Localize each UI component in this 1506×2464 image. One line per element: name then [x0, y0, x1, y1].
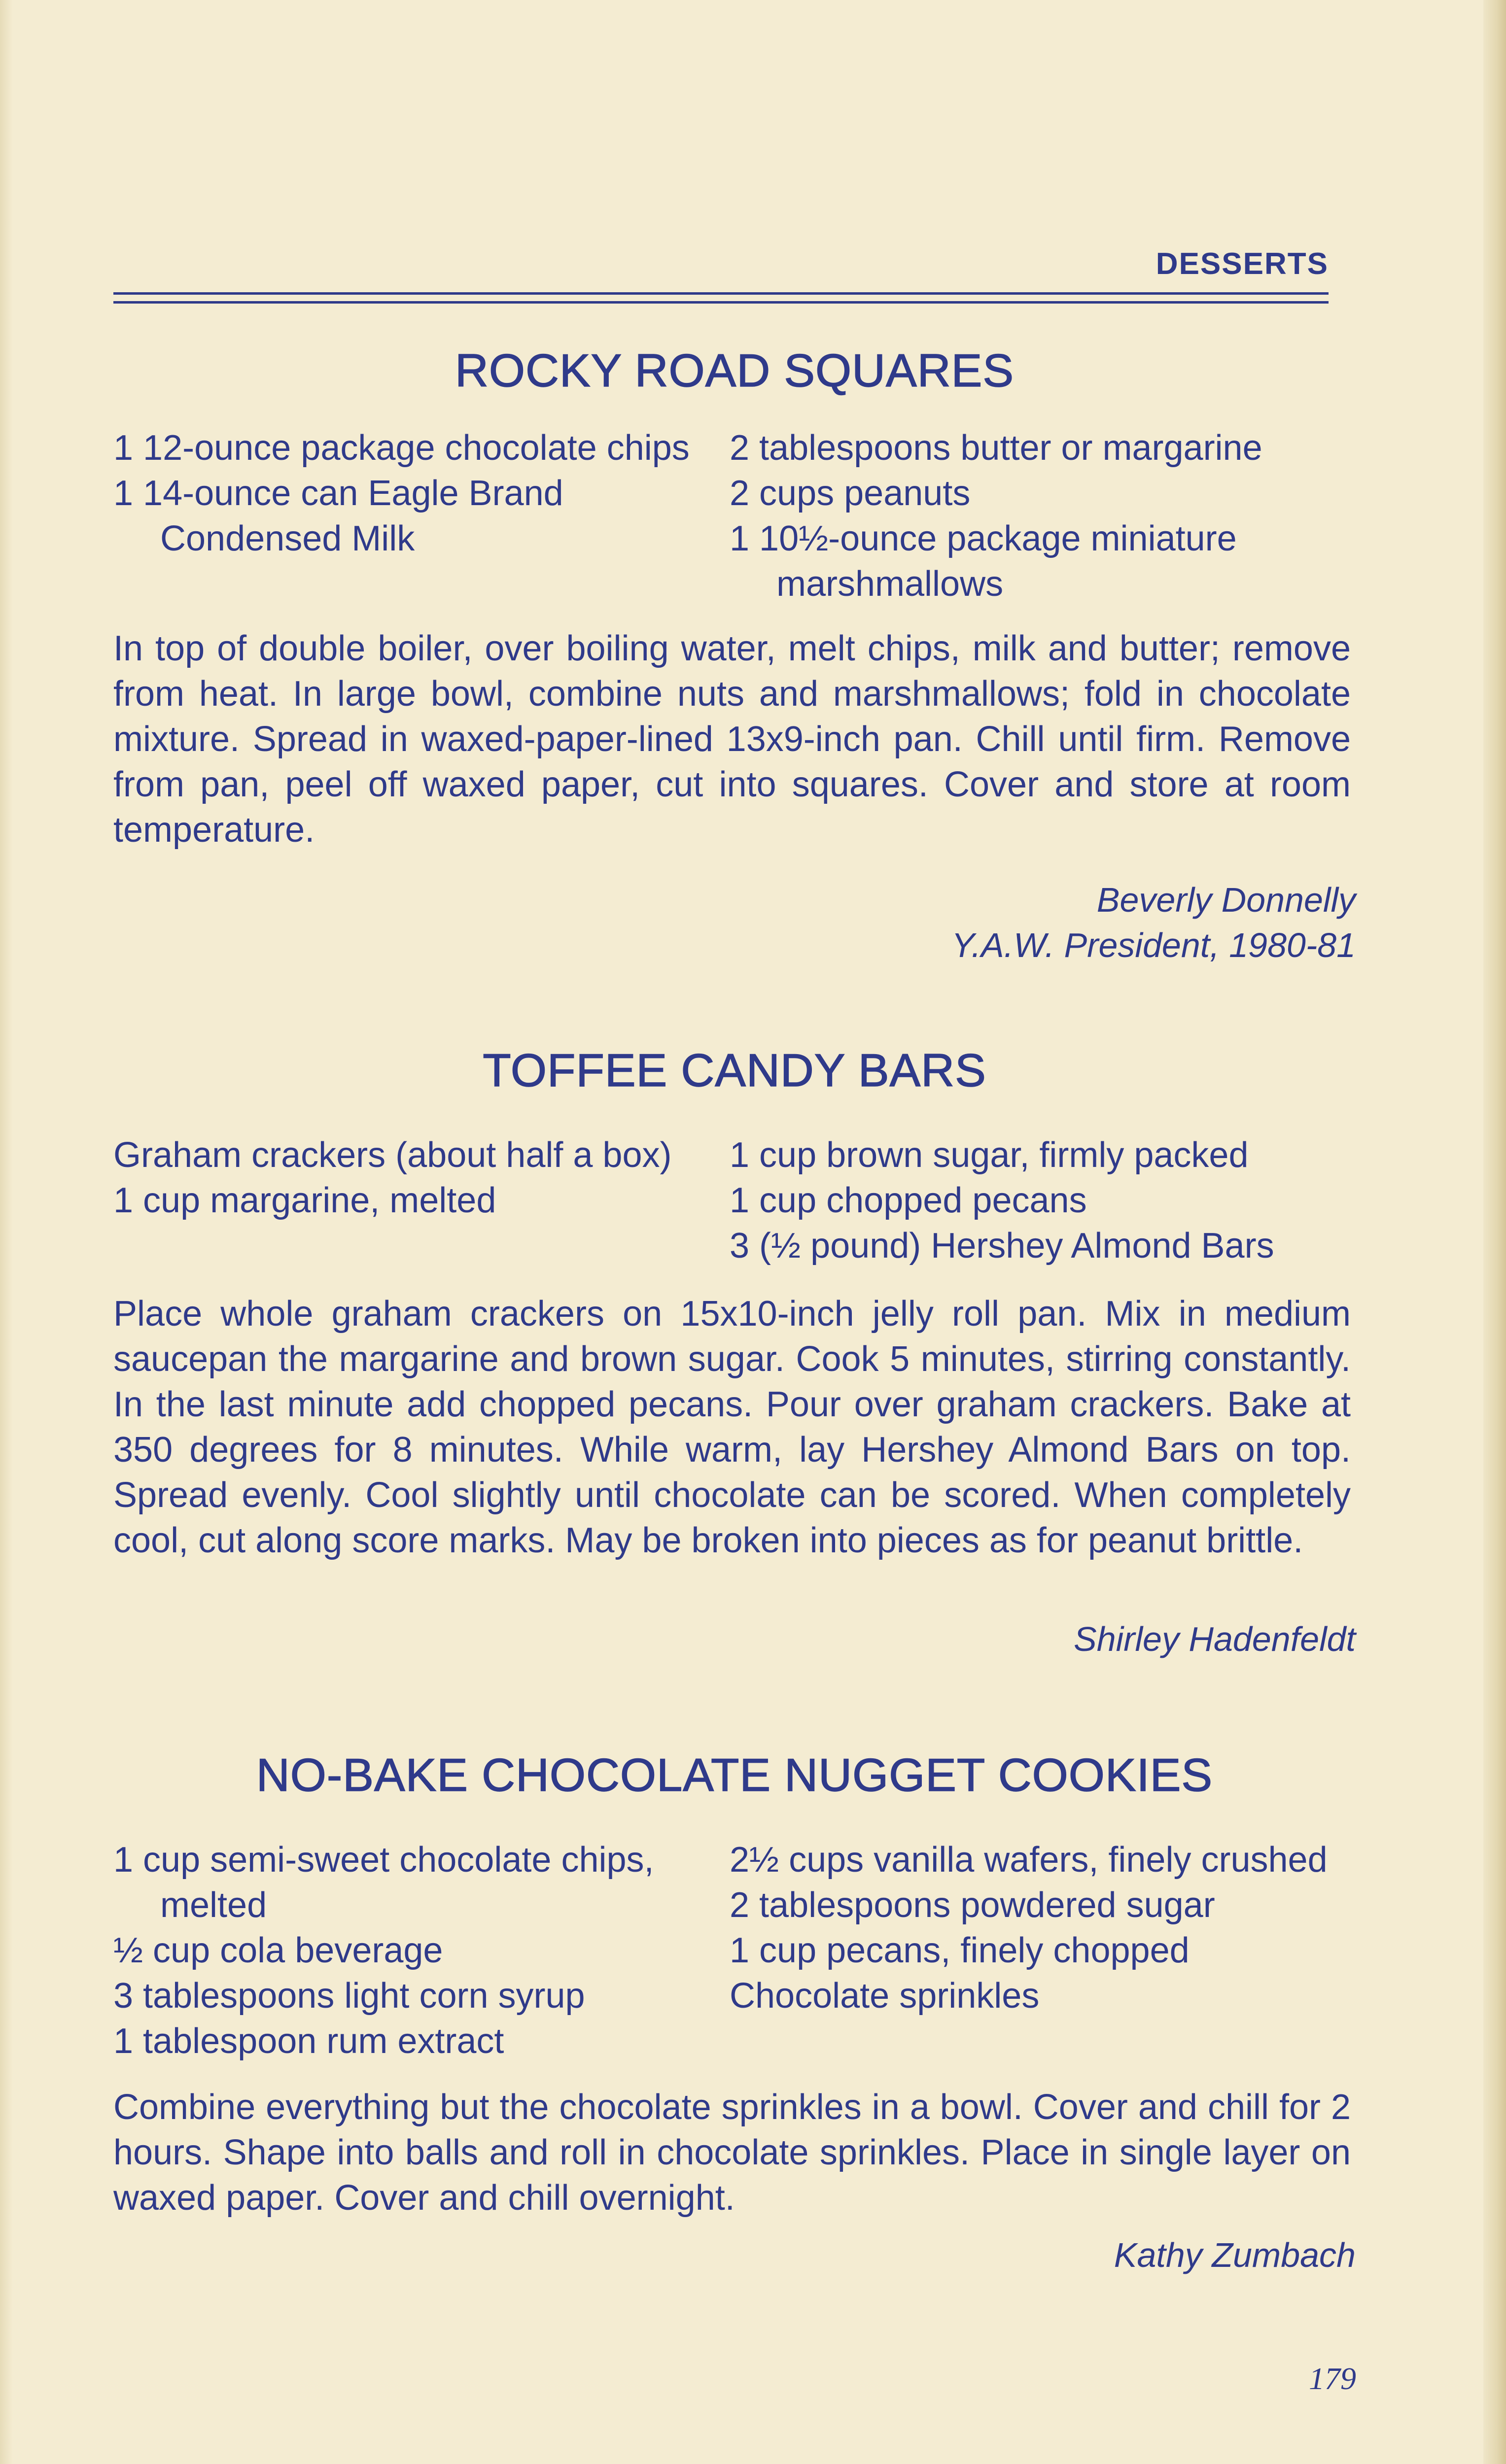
- page-number: 179: [1309, 2361, 1356, 2396]
- recipe-credit: [951, 877, 1356, 968]
- ingredient: 1 10½-ounce package miniature marshmallows: [730, 519, 1237, 604]
- recipe-title: TOFFEE CANDY BARS: [483, 1044, 986, 1096]
- recipe-credit: [1074, 1616, 1356, 1662]
- credit-name: Shirley Hadenfeldt: [1074, 1620, 1356, 1658]
- ingredient: Graham crackers (about half a box): [113, 1135, 672, 1175]
- ingredient-column-left: [113, 1837, 739, 2064]
- ingredient: 1 cup margarine, melted: [113, 1181, 496, 1221]
- credit-name: Kathy Zumbach: [1114, 2236, 1356, 2274]
- recipe-method: Combine everything but the chocolate sprinkles in a bowl. Cover and chill for 2 hours. Shape into balls and roll in chocolate sprinkles. Place in single layer on waxed paper. Cover and chill overnight.: [113, 2088, 1351, 2218]
- recipe-rocky-road-squares: [113, 344, 1356, 964]
- ingredient: ½ cup cola beverage: [113, 1931, 443, 1971]
- section-label: DESSERTS: [1156, 247, 1329, 281]
- ingredient: 1 12-ounce package chocolate chips: [113, 428, 690, 468]
- recipe-credit: [1114, 2232, 1356, 2278]
- ingredient: Chocolate sprinkles: [730, 1976, 1040, 2016]
- recipe-title: ROCKY ROAD SQUARES: [455, 344, 1015, 396]
- ingredient: 1 cup pecans, finely chopped: [730, 1931, 1190, 1971]
- ingredient: 1 cup semi-sweet chocolate chips, melted: [113, 1840, 654, 1925]
- ingredient-column-left: [113, 425, 739, 561]
- ingredient: 2½ cups vanilla wafers, finely crushed: [730, 1840, 1328, 1880]
- page-gutter: [0, 0, 13, 2464]
- recipe-method: In top of double boiler, over boiling water, melt chips, milk and butter; remove from heat. In large bowl, combine nuts and marshmallows; fold in chocolate mixture. Spread in waxed-paper-lined 13x9-inch pan. Chill until firm. Remove from pan, peel off waxed paper, cut into squares. Cover and store at room temperature.: [113, 629, 1351, 850]
- ingredient: 1 cup chopped pecans: [730, 1181, 1087, 1221]
- header-rule-bottom: [113, 301, 1329, 304]
- credit-title: Y.A.W. President, 1980-81: [951, 926, 1356, 964]
- ingredient: 3 tablespoons light corn syrup: [113, 1976, 585, 2016]
- page-edge: [1483, 0, 1506, 2464]
- ingredient-column-right: [730, 1837, 1356, 2019]
- recipe-title: NO-BAKE CHOCOLATE NUGGET COOKIES: [256, 1749, 1213, 1801]
- ingredient: 1 cup brown sugar, firmly packed: [730, 1135, 1249, 1175]
- ingredient: 1 14-ounce can Eagle Brand Condensed Milk: [113, 474, 563, 559]
- ingredient: 2 cups peanuts: [730, 474, 971, 513]
- credit-name: Beverly Donnelly: [1096, 881, 1356, 919]
- ingredient: 3 (½ pound) Hershey Almond Bars: [730, 1226, 1274, 1266]
- header-rule-top: [113, 292, 1329, 295]
- ingredient: 2 tablespoons powdered sugar: [730, 1885, 1215, 1925]
- recipe-no-bake-chocolate-nugget-cookies: [113, 1749, 1356, 2274]
- ingredient: 2 tablespoons butter or margarine: [730, 428, 1262, 468]
- ingredient-column-left: [113, 1132, 739, 1223]
- ingredient-column-right: [730, 425, 1356, 607]
- recipe-toffee-candy-bars: [113, 1044, 1356, 1658]
- ingredient-column-right: [730, 1132, 1356, 1268]
- recipe-method: Place whole graham crackers on 15x10-inch jelly roll pan. Mix in medium saucepan the margarine and brown sugar. Cook 5 minutes, stirring constantly. In the last minute add chopped pecans. Pour over graham crackers. Bake at 350 degrees for 8 minutes. While warm, lay Hershey Almond Bars on top. Spread evenly. Cool slightly until chocolate can be scored. When completely cool, cut along score marks. May be broken into pieces as for peanut brittle.: [113, 1294, 1351, 1560]
- ingredient: 1 tablespoon rum extract: [113, 2021, 504, 2061]
